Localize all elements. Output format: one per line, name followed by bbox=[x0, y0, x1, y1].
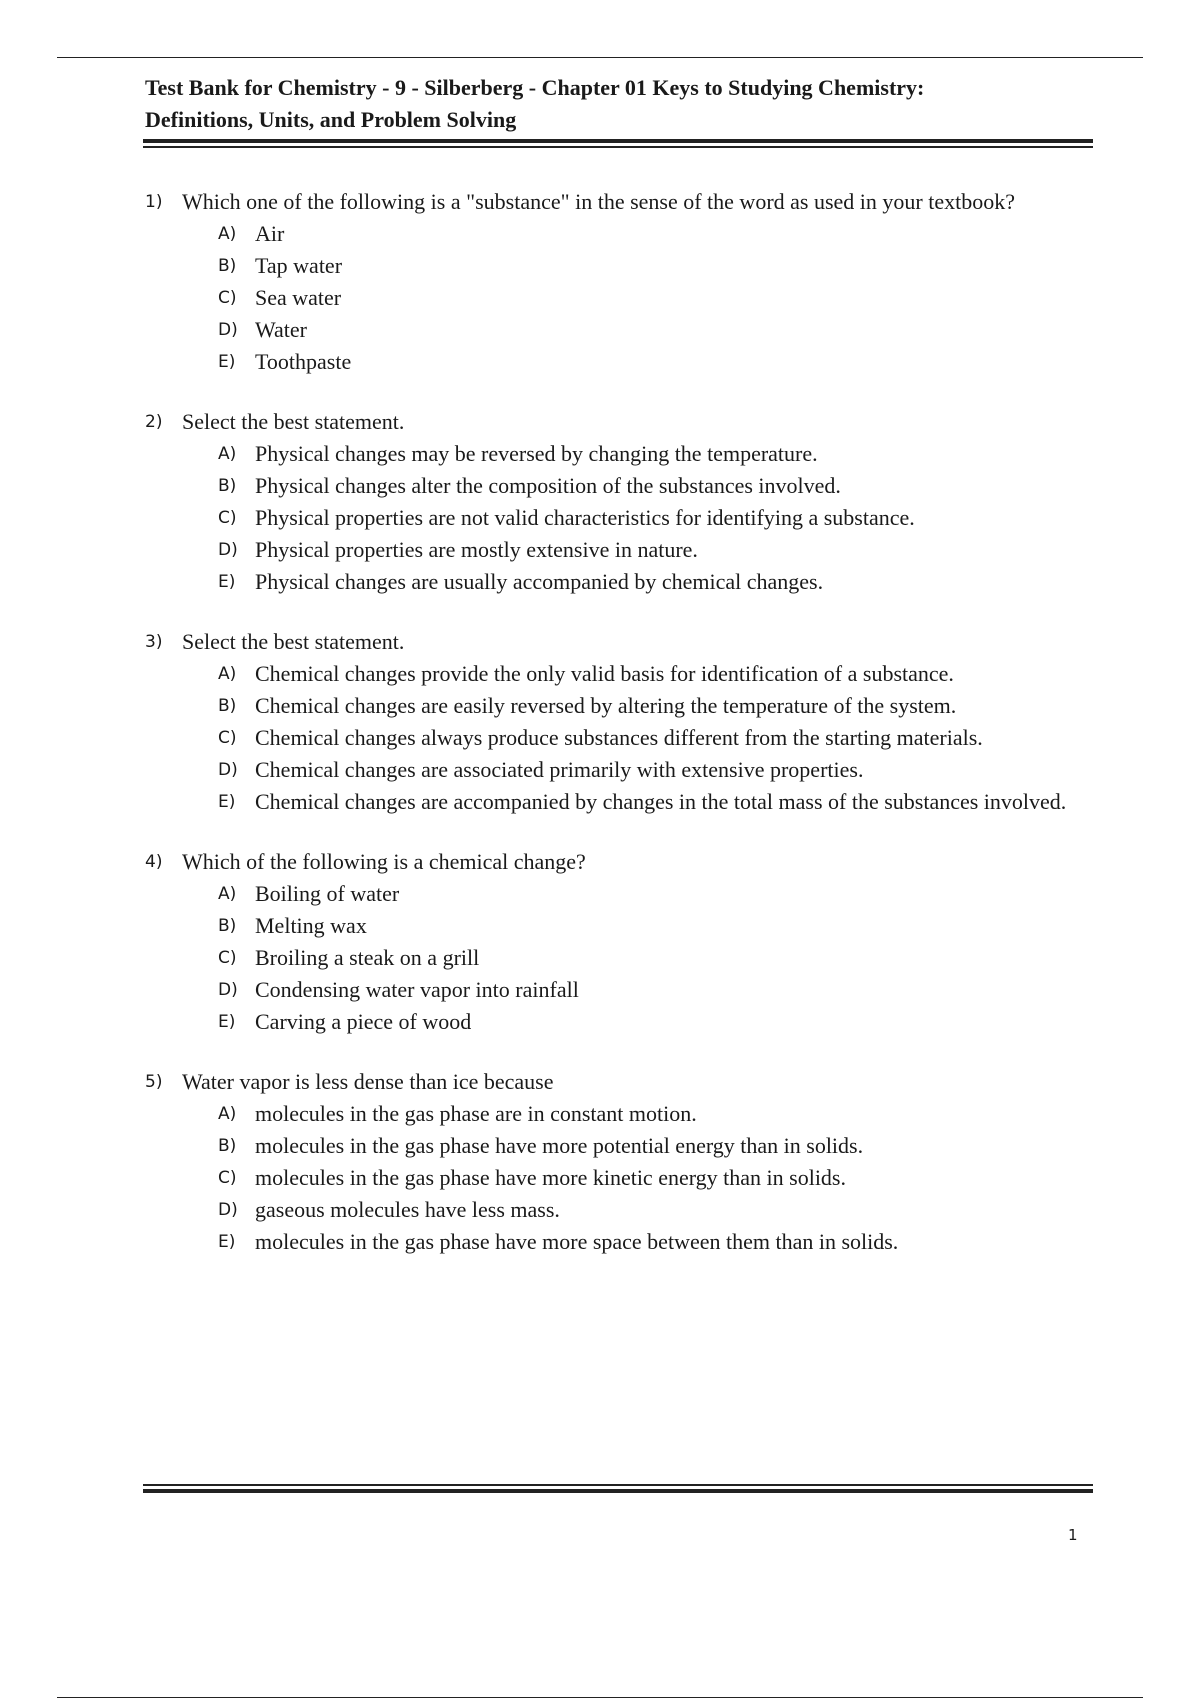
option-text: Chemical changes are easily reversed by altering the temperature of the system. bbox=[255, 693, 957, 718]
option-text: Carving a piece of wood bbox=[255, 1009, 472, 1034]
option-letter: A) bbox=[218, 1104, 237, 1124]
option-list bbox=[218, 218, 1075, 378]
option-text: Tap water bbox=[255, 253, 343, 278]
question-number: 4) bbox=[145, 852, 163, 872]
option-letter: B) bbox=[218, 476, 237, 496]
option-text: Chemical changes always produce substances different from the starting materials. bbox=[255, 725, 983, 750]
option-text: Broiling a steak on a grill bbox=[255, 945, 480, 970]
option-b bbox=[218, 910, 1075, 942]
option-text: Melting wax bbox=[255, 913, 367, 938]
option-text: Physical properties are mostly extensive in nature. bbox=[255, 537, 698, 562]
option-c bbox=[218, 502, 1075, 534]
option-text: Water bbox=[255, 317, 307, 342]
option-text: Physical changes alter the composition of the substances involved. bbox=[255, 473, 841, 498]
question-text: Select the best statement. bbox=[182, 409, 405, 434]
document-header bbox=[145, 72, 1095, 136]
header-double-rule bbox=[143, 139, 1093, 148]
question-text: Which of the following is a chemical change? bbox=[182, 849, 586, 874]
option-letter: C) bbox=[218, 1168, 237, 1188]
option-letter: D) bbox=[218, 540, 238, 560]
option-e bbox=[218, 566, 1075, 598]
option-b bbox=[218, 470, 1075, 502]
option-letter: C) bbox=[218, 508, 237, 528]
option-a bbox=[218, 438, 1075, 470]
question-text: Select the best statement. bbox=[182, 629, 405, 654]
option-list bbox=[218, 438, 1075, 598]
option-c bbox=[218, 722, 1075, 754]
bottom-page-rule bbox=[57, 1697, 1143, 1698]
option-list bbox=[218, 878, 1075, 1038]
option-a bbox=[218, 218, 1075, 250]
option-text: Chemical changes provide the only valid basis for identification of a substance. bbox=[255, 661, 954, 686]
option-letter: D) bbox=[218, 760, 238, 780]
question-text: Which one of the following is a "substance" in the sense of the word as used in your textbook? bbox=[182, 189, 1015, 214]
option-a bbox=[218, 878, 1075, 910]
option-text: molecules in the gas phase are in constant motion. bbox=[255, 1101, 697, 1126]
option-letter: B) bbox=[218, 1136, 237, 1156]
option-c bbox=[218, 942, 1075, 974]
option-text: Physical properties are not valid characteristics for identifying a substance. bbox=[255, 505, 915, 530]
question-list bbox=[145, 186, 1075, 1286]
option-letter: E) bbox=[218, 572, 236, 592]
option-letter: C) bbox=[218, 728, 237, 748]
question-4 bbox=[145, 846, 1075, 1038]
option-letter: C) bbox=[218, 948, 237, 968]
question-number: 5) bbox=[145, 1072, 163, 1092]
option-d bbox=[218, 754, 1075, 786]
option-letter: E) bbox=[218, 1232, 236, 1252]
option-letter: B) bbox=[218, 916, 237, 936]
option-list bbox=[218, 1098, 1075, 1258]
option-b bbox=[218, 1130, 1075, 1162]
question-number: 2) bbox=[145, 412, 163, 432]
question-3 bbox=[145, 626, 1075, 818]
option-text: Sea water bbox=[255, 285, 342, 310]
option-d bbox=[218, 314, 1075, 346]
option-text: molecules in the gas phase have more space between them than in solids. bbox=[255, 1229, 899, 1254]
option-letter: E) bbox=[218, 792, 236, 812]
option-letter: B) bbox=[218, 256, 237, 276]
option-letter: D) bbox=[218, 320, 238, 340]
option-letter: D) bbox=[218, 1200, 238, 1220]
question-1 bbox=[145, 186, 1075, 378]
option-e bbox=[218, 346, 1075, 378]
page-number: 1 bbox=[1068, 1526, 1078, 1544]
option-c bbox=[218, 1162, 1075, 1194]
option-text: molecules in the gas phase have more potential energy than in solids. bbox=[255, 1133, 864, 1158]
footer-double-rule bbox=[143, 1484, 1093, 1493]
option-letter: E) bbox=[218, 352, 236, 372]
option-list bbox=[218, 658, 1075, 818]
option-c bbox=[218, 282, 1075, 314]
top-page-rule bbox=[57, 57, 1143, 58]
option-text: Chemical changes are accompanied by changes in the total mass of the substances involved. bbox=[255, 789, 1067, 814]
option-b bbox=[218, 250, 1075, 282]
option-letter: A) bbox=[218, 444, 237, 464]
option-letter: A) bbox=[218, 884, 237, 904]
option-d bbox=[218, 1194, 1075, 1226]
option-text: gaseous molecules have less mass. bbox=[255, 1197, 560, 1222]
option-e bbox=[218, 1226, 1075, 1258]
option-letter: A) bbox=[218, 664, 237, 684]
option-a bbox=[218, 1098, 1075, 1130]
option-text: molecules in the gas phase have more kinetic energy than in solids. bbox=[255, 1165, 846, 1190]
option-text: Physical changes may be reversed by changing the temperature. bbox=[255, 441, 818, 466]
option-a bbox=[218, 658, 1075, 690]
option-text: Chemical changes are associated primarily with extensive properties. bbox=[255, 757, 864, 782]
option-text: Physical changes are usually accompanied by chemical changes. bbox=[255, 569, 824, 594]
option-b bbox=[218, 690, 1075, 722]
question-text: Water vapor is less dense than ice because bbox=[182, 1069, 554, 1094]
option-e bbox=[218, 786, 1075, 818]
option-letter: C) bbox=[218, 288, 237, 308]
option-e bbox=[218, 1006, 1075, 1038]
option-text: Air bbox=[255, 221, 285, 246]
option-text: Boiling of water bbox=[255, 881, 400, 906]
question-number: 1) bbox=[145, 192, 163, 212]
option-letter: B) bbox=[218, 696, 237, 716]
option-letter: A) bbox=[218, 224, 237, 244]
question-2 bbox=[145, 406, 1075, 598]
header-title-line-2: Definitions, Units, and Problem Solving bbox=[145, 107, 517, 132]
option-text: Toothpaste bbox=[255, 349, 352, 374]
option-d bbox=[218, 974, 1075, 1006]
option-letter: D) bbox=[218, 980, 238, 1000]
option-text: Condensing water vapor into rainfall bbox=[255, 977, 579, 1002]
question-number: 3) bbox=[145, 632, 163, 652]
option-d bbox=[218, 534, 1075, 566]
question-5 bbox=[145, 1066, 1075, 1258]
option-letter: E) bbox=[218, 1012, 236, 1032]
header-title-line-1: Test Bank for Chemistry - 9 - Silberberg - Chapter 01 Keys to Studying Chemistry: bbox=[145, 75, 925, 100]
